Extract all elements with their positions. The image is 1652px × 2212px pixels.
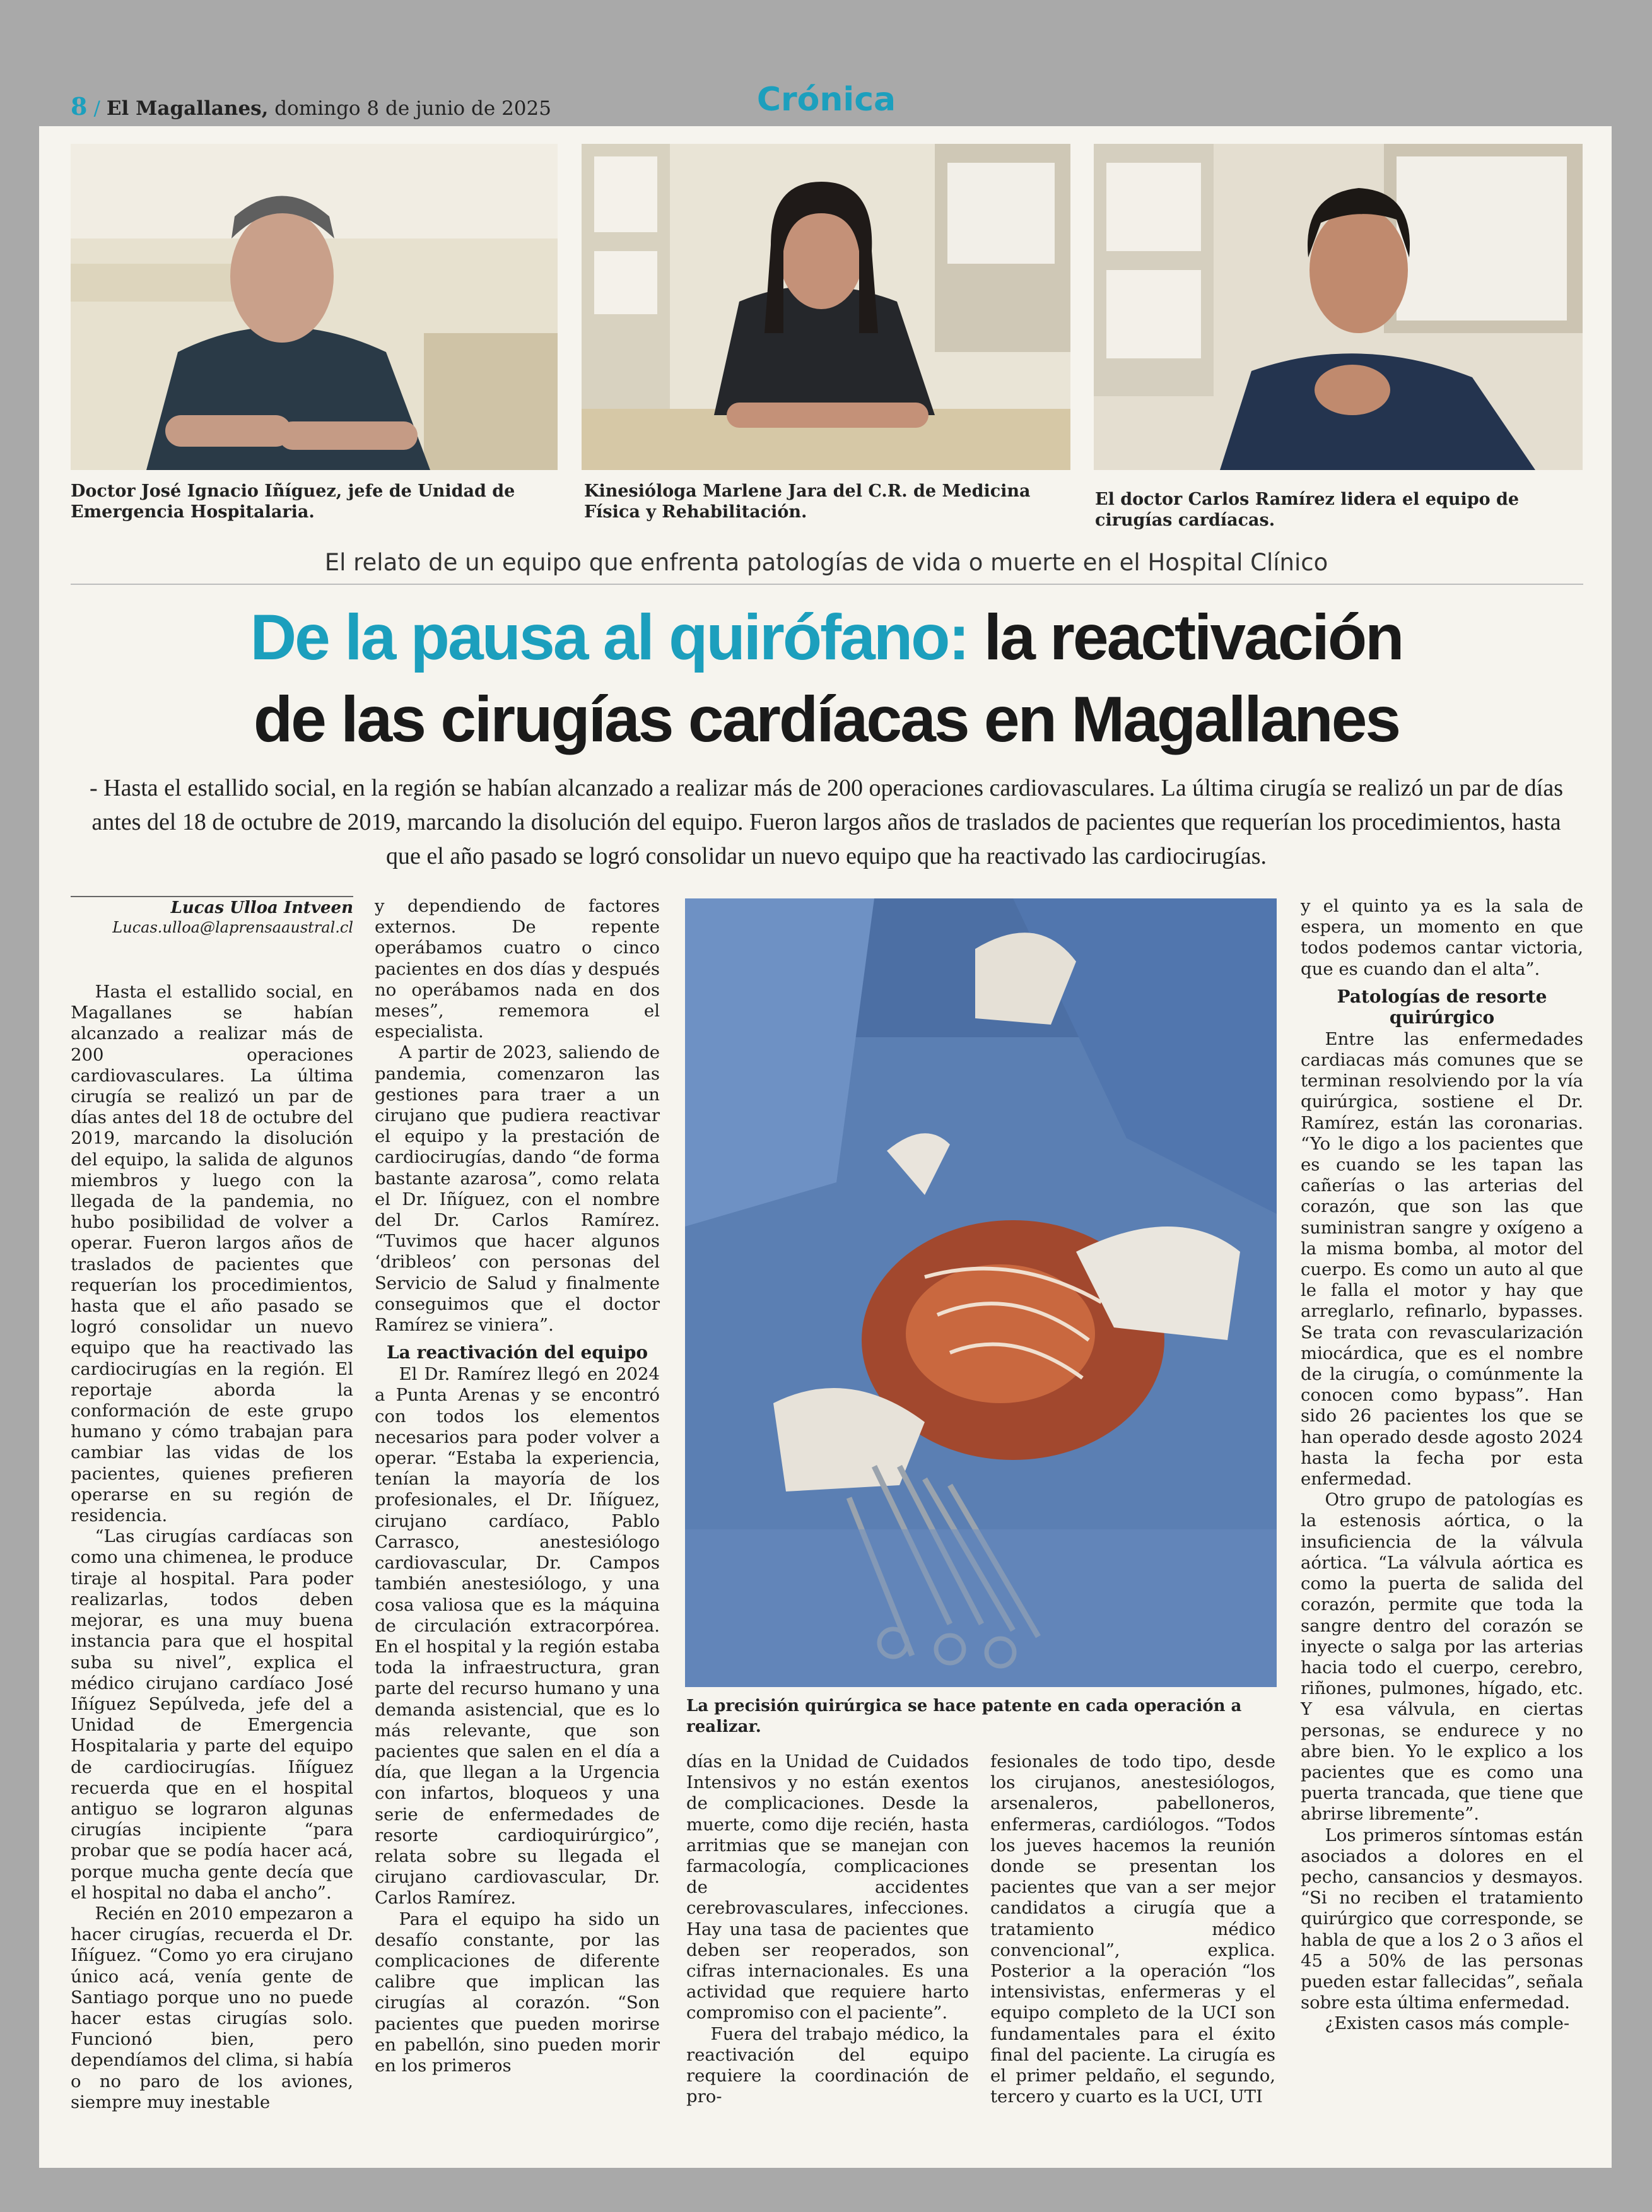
photo1-caption: Doctor José Ignacio Iñíguez, jefe de Unidad de Emergencia Hospitalaria. [71, 481, 515, 522]
paragraph: Fuera del trabajo médico, la reactivación del equipo requiere la coordinación de pro- [686, 2023, 969, 2107]
photo-carlos-ramirez [1094, 144, 1583, 470]
paragraph: Otro grupo de patologías es la estenosis aórtica, o la insuficiencia de la válvula aórtica. “La válvula aórtica es como la puerta de salida del corazón, permite que toda la sangre dentro del corazón se inyecte o salga por las arterias hacia todo el cuerpo, cerebro, riñones, pulmones, hígado, etc. Y esa válvula, en ciertas personas, se endurece y no abre bien. Yo le explico a los pacientes que es como una puerta trancada, que tiene que abrirse libremente”. [1301, 1490, 1583, 1825]
paragraph: Para el equipo ha sido un desafío constante, por las complicaciones de diferente calibre que implican las cirugías al corazón. “Son pacientes que pueden morirse en pabellón, sino pueden morir en los primeros [375, 1909, 660, 2076]
page-number: 8 [71, 92, 88, 121]
photo-marlene-jara [582, 144, 1070, 470]
paragraph: “Las cirugías cardíacas son como una chimenea, le produce tiraje al hospital. Para poder realizarlas, todos deben mejorar, es una muy buena instancia para que el hospital suba su nivel”, explica el médico cirujano cardíaco José Iñíguez Sepúlveda, jefe del a Unidad de Emergencia Hospitalaria y parte del equipo de cardiocirugías. Iñíguez recuerda que en el hospital antiguo se lograron algunas cirugías incipiente “para probar que se podía hacer acá, porque mucha gente decía que el hospital no daba el ancho”. [71, 1526, 353, 1903]
portrait-image [71, 144, 558, 470]
paragraph: Los primeros síntomas están asociados a dolores en el pecho, cansancios y desmayos. “Si no reciben el tratamiento quirúrgico que corresponde, se habla de que a los 2 o 3 años el 45 a 50% de las personas pueden estar fallecidas”, señala sobre esta última enfermedad. [1301, 1825, 1583, 2013]
text-column-1 [71, 982, 353, 2113]
portrait-image [1094, 144, 1583, 470]
issue-date: domingo 8 de junio de 2025 [274, 97, 551, 120]
headline-part2: de las cirugías cardíacas en Magallanes [253, 683, 1400, 755]
article-lead: - Hasta el estallido social, en la región se habían alcanzado a realizar más de 200 operaciones cardiovasculares. La última cirugía se realizó un par de días antes del 18 de octubre de 2019, marcando la disolución del equipo. Fueron largos años de traslados de pacientes que requerían los procedimientos, hasta que el año pasado se logró consolidar un nuevo equipo que ha reactivado las cardiocirugías. [90, 775, 1563, 869]
text-column-4 [990, 1751, 1275, 2107]
text-column-3 [686, 1751, 969, 2107]
portrait-image [582, 144, 1070, 470]
paragraph: ¿Existen casos más comple- [1325, 2013, 1570, 2034]
paragraph: y dependiendo de factores externos. De repente operábamos cuatro o cinco pacientes en dos días y después no operábamos nada en dos meses”, rememora el especialista. [375, 896, 660, 1042]
paragraph: Recién en 2010 empezaron a hacer cirugías, recuerda el Dr. Iñíguez. “Como yo era cirujano único acá, venía gente de Santiago porque uno no puede hacer estas cirugías solo. Funcionó bien, pero dependíamos del clima, si había o no paro de los aviones, siempre muy inestable [71, 1903, 353, 2112]
author-email: Lucas.ulloa@laprensaaustral.cl [112, 919, 353, 936]
photo3-caption: El doctor Carlos Ramírez lidera el equipo de cirugías cardíacas. [1095, 490, 1520, 530]
photo-surgery [685, 898, 1277, 1687]
kicker-divider [71, 584, 1583, 585]
author-name: Lucas Ulloa Intveen [170, 898, 353, 917]
byline [71, 896, 353, 938]
paragraph: Entre las enfermedades cardiacas más comunes que se terminan resolviendo por la vía quirúrgica, sostiene el Dr. Ramírez, están las coronarias. “Yo le digo a los pacientes que es cuando se les tapan las cañerías o las arterias del corazón, que son las que suministran sangre y oxígeno a la misma bomba, al motor del cuerpo. Es como un auto al que le falla el motor y hay que arreglarlo, refinarlo, bypasses. Se trata con revascularización miocárdica, que es el nombre de la cirugía, o comúnmente la conocen como bypass”. Han sido 26 pacientes los que se han operado desde agosto 2024 hasta la fecha por esta enfermedad. [1301, 1028, 1583, 1490]
headline-accent: De la pausa al quirófano: [250, 601, 968, 673]
paragraph: A partir de 2023, saliendo de pandemia, comenzaron las gestiones para traer a un cirujano que pudiera reactivar el equipo y la prestación de cardiocirugías, dando “de forma bastante azarosa”, como relata el Dr. Iñíguez, con el nombre del Dr. Carlos Ramírez. “Tuvimos que hacer algunos ‘dribleos’ con personas del Servicio de Salud y finalmente conseguimos que el doctor Ramírez se viniera”. [375, 1042, 660, 1336]
paragraph: días en la Unidad de Cuidados Intensivos y no están exentos de complicaciones. Desde la muerte, como dije recién, hasta arritmias que se manejan con farmacología, complicaciones de accidentes cerebrovasculares, infecciones. Hay una tasa de pacientes que deben ser reoperados, son cifras internacionales. Es una actividad que requiere harto compromiso con el paciente”. [686, 1751, 969, 2023]
text-column-2 [375, 896, 660, 2076]
surgery-caption: La precisión quirúrgica se hace patente en cada operación a realizar. [686, 1697, 1242, 1736]
paragraph: y el quinto ya es la sala de espera, un momento en que todos podemos cantar victoria, que es cuando dan el alta”. [1301, 896, 1583, 979]
page-header [0, 0, 1652, 126]
article-kicker: El relato de un equipo que enfrenta patologías de vida o muerte en el Hospital Clínico [324, 549, 1328, 576]
paragraph: fesionales de todo tipo, desde los cirujanos, anestesiólogos, arsenaleros, pabelloneros, enfermeras, cardiólogos. “Todos los jueves hacemos la reunión donde se presentan los pacientes que van a ser mejor candidatos a cirugía que a tratamiento médico convencional”, explica. Posterior a la operación “los intensivistas, enfermeras y el equipo completo de la UCI son fundamentales para el éxito final del paciente. La cirugía es el primer peldaño, el segundo, tercero y cuarto es la UCI, UTI [990, 1751, 1275, 2107]
folio [71, 92, 551, 121]
paragraph: Hasta el estallido social, en Magallanes se habían alcanzado a realizar más de 200 operaciones cardiovasculares. La última cirugía se realizó un par de días antes del 18 de octubre del 2019, marcando la disolución del equipo, la salida de algunos miembros y luego con la llegada de la pandemia, no hubo posibilidad de volver a operar. Fueron largos años de traslados de pacientes que requerían los procedimientos, hasta que el año pasado se logró consolidar un nuevo equipo que ha reactivado las cardiocirugías en la región. El reportaje aborda la conformación de este grupo humano y cómo trabajan para cambiar las vidas de los pacientes, quienes prefieren operarse en su región de residencia. [71, 982, 353, 1526]
surgery-image [685, 898, 1277, 1687]
subheading-reactivacion: La reactivación del equipo [386, 1342, 648, 1363]
section-title: Crónica [756, 81, 896, 119]
subheading-patologias: Patologías de resorte quirúrgico [1337, 985, 1547, 1028]
text-column-5 [1301, 896, 1583, 2035]
article-headline [69, 596, 1583, 760]
headline-part1: la reactivación [968, 601, 1403, 673]
photo2-caption: Kinesióloga Marlene Jara del C.R. de Medicina Física y Rehabilitación. [584, 481, 1031, 522]
photo-jose-iniguez [71, 144, 558, 470]
newspaper-name: El Magallanes, [106, 97, 269, 120]
paragraph: El Dr. Ramírez llegó en 2024 a Punta Arenas y se encontró con todos los elementos necesarios para poder volver a operar. “Estaba la experiencia, tenían la mayoría de los profesionales, el Dr. Iñíguez, cirujano cardíaco, Pablo Carrasco, anestesiólogo cardiovascular, Dr. Campos también anestesiólogo, y una cosa valiosa que es la máquina de circulación extracorpórea. En el hospital y la región estaba toda la infraestructura, gran parte del recurso humano y una demanda asistencial, que es lo más relevante, que son pacientes que salen en el día a día, que llegan a la Urgencia con infartos, bloqueos y una serie de enfermedades de resorte cardioquirúrgico”, relata sobre su llegada el cirujano cardiovascular, Dr. Carlos Ramírez. [375, 1364, 660, 1909]
folio-separator: / [93, 97, 100, 120]
